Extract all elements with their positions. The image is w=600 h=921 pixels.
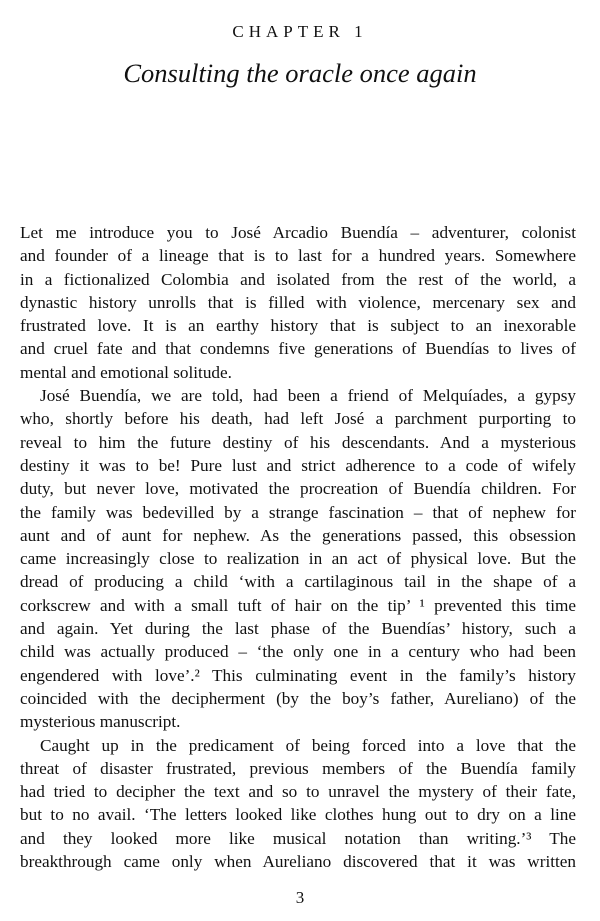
text-line: Let me introduce you to José Arcadio Buendía – adventurer, colonist — [20, 223, 576, 242]
text-line: destiny it was to be! Pure lust and strict adherence to a code of wifely — [20, 455, 576, 475]
text-line: corkscrew and with a small tuft of hair on the tip’ ¹ prevented this time — [20, 595, 576, 615]
text-line: had tried to decipher the text and so to unravel the mystery of their fate, — [20, 782, 576, 802]
text-line: and founder of a lineage that is to last for a hundred years. Somewhere — [20, 246, 576, 266]
text-line: came increasingly close to realization in an act of physical love. But the — [20, 549, 576, 569]
text-line: mysterious manuscript. — [20, 712, 181, 732]
text-line: and again. Yet during the last phase of the Buendías’ history, such a — [20, 619, 576, 639]
text-line: breakthrough came only when Aureliano discovered that it was written — [20, 852, 576, 872]
text-line: but to no avail. ‘The letters looked like clothes hung out to dry on a line — [20, 805, 576, 825]
chapter-title: Consulting the oracle once again — [123, 58, 477, 88]
text-line: aunt and of aunt for nephew. As the generations passed, this obsession — [20, 525, 576, 545]
text-line: in a fictionalized Colombia and isolated from the rest of the world, a — [20, 269, 576, 289]
text-line: frustrated love. It is an earthy history that is subject to an inexorable — [20, 316, 576, 336]
text-line: who, shortly before his death, had left José a parchment purporting to — [20, 409, 576, 429]
text-line: the family was bedevilled by a strange fascination – that of nephew for — [20, 502, 576, 522]
body-text — [20, 221, 576, 873]
text-line: threat of disaster frustrated, previous members of the Buendía family — [20, 758, 576, 778]
text-line: dread of producing a child ‘with a cartilaginous tail in the shape of a — [20, 572, 576, 592]
chapter-label: CHAPTER 1 — [232, 22, 368, 41]
text-line: duty, but never love, motivated the procreation of Buendía children. For — [20, 479, 576, 499]
text-line: coincided with the decipherment (by the boy’s father, Aureliano) of the — [20, 688, 576, 708]
text-line: engendered with love’.² This culminating event in the family’s history — [20, 665, 576, 685]
text-line: Caught up in the predicament of being forced into a love that the — [40, 735, 576, 755]
text-line: child was actually produced – ‘the only one in a century who had been — [20, 642, 576, 662]
text-line: and they looked more like musical notation than writing.’³ The — [20, 828, 576, 848]
text-line: dynastic history unrolls that is filled with violence, mercenary sex and — [20, 292, 576, 312]
text-line: José Buendía, we are told, had been a friend of Melquíades, a gypsy — [40, 386, 576, 406]
text-line: and cruel fate and that condemns five generations of Buendías to lives of — [20, 339, 576, 359]
text-line: mental and emotional solitude. — [20, 362, 232, 382]
text-line: reveal to him the future destiny of his descendants. And a mysterious — [20, 432, 576, 452]
page-number: 3 — [295, 888, 305, 907]
